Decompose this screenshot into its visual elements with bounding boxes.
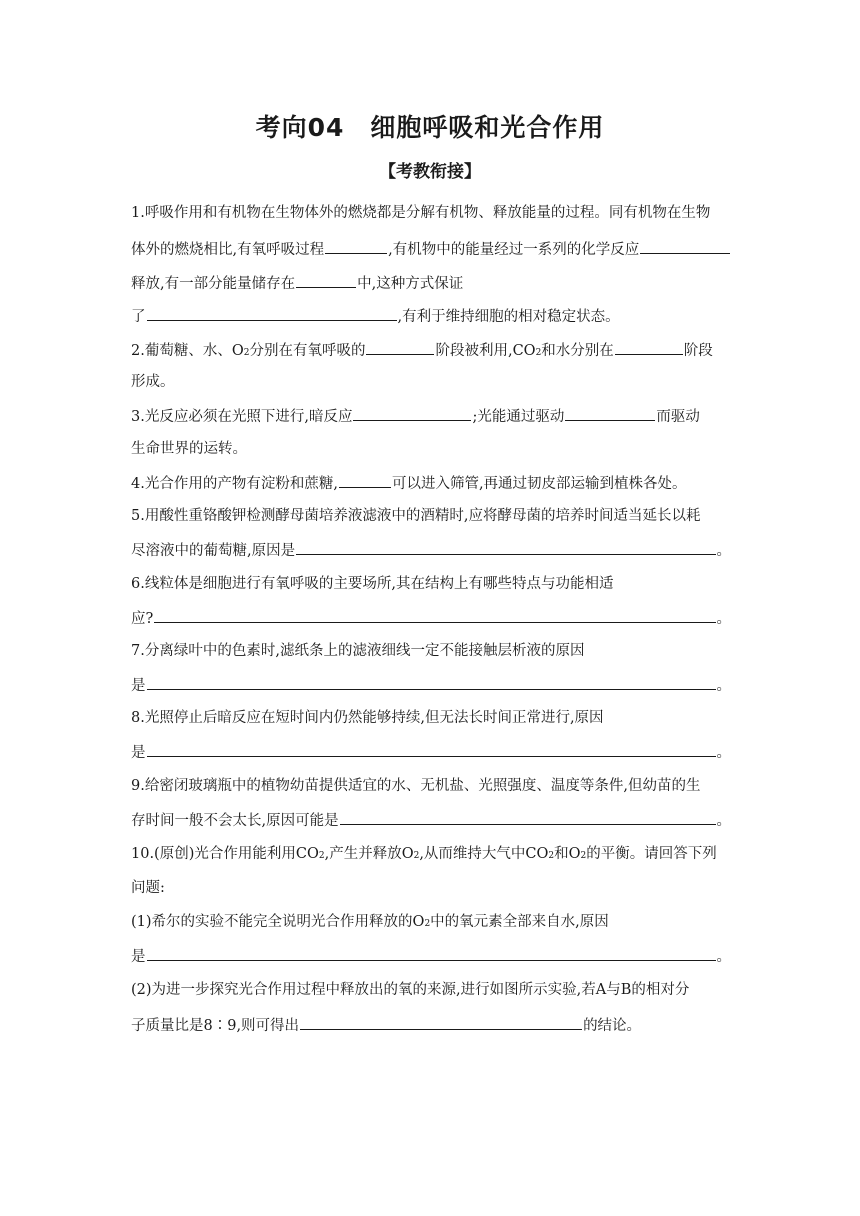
- answer-blank[interactable]: [147, 305, 397, 321]
- answer-blank[interactable]: [147, 945, 716, 961]
- question-9-line-2: 存时间一般不会太长,原因可能是 。: [131, 809, 731, 831]
- question-3-line-2: 生命世界的运转。: [131, 441, 247, 457]
- question-1-line-1: 1.呼吸作用和有机物在生物体外的燃烧都是分解有机物、释放能量的过程。同有机物在生物: [131, 205, 711, 221]
- answer-blank[interactable]: [300, 1014, 582, 1030]
- question-9-line-1: 9.给密闭玻璃瓶中的植物幼苗提供适宜的水、无机盐、光照强度、温度等条件,但幼苗的生: [131, 778, 701, 794]
- answer-blank[interactable]: [640, 238, 730, 254]
- answer-blank[interactable]: [339, 472, 391, 488]
- answer-blank[interactable]: [366, 339, 434, 355]
- answer-blank[interactable]: [296, 539, 715, 555]
- answer-blank[interactable]: [340, 809, 716, 825]
- question-10-line-1: 10.(原创)光合作用能利用CO 2 ,产生并释放O 2 ,从而维持大气中CO 2 和O 2 的平衡。请回答下列: [131, 846, 717, 862]
- question-8-line-1: 8.光照停止后暗反应在短时间内仍然能够持续,但无法长时间正常进行,原因: [131, 710, 604, 726]
- question-7-line-2: 是 。: [131, 674, 731, 696]
- question-3-line-1: 3.光反应必须在光照下进行,暗反应 ;光能通过驱动 而驱动: [131, 405, 731, 427]
- question-10-line-2: 问题:: [131, 880, 165, 896]
- answer-blank[interactable]: [353, 405, 471, 421]
- answer-blank[interactable]: [565, 405, 655, 421]
- question-7-line-1: 7.分离绿叶中的色素时,滤纸条上的滤液细线一定不能接触层析液的原因: [131, 643, 585, 659]
- answer-blank[interactable]: [147, 741, 716, 757]
- page-title: 考向04 细胞呼吸和光合作用: [255, 113, 605, 142]
- question-6-line-2: 应? 。: [131, 607, 731, 629]
- question-8-line-2: 是 。: [131, 741, 731, 763]
- question-1-line-3: 释放,有一部分能量储存在 中,这种方式保证: [131, 272, 731, 294]
- answer-blank[interactable]: [154, 607, 715, 623]
- question-10-part-2-line-2: 子质量比是8∶9,则可得出 的结论。: [131, 1014, 731, 1036]
- answer-blank[interactable]: [325, 238, 387, 254]
- question-1-line-2: 体外的燃烧相比,有氧呼吸过程 ,有机物中的能量经过一系列的化学反应: [131, 238, 731, 260]
- question-10-part-1-line-1: (1)希尔的实验不能完全说明光合作用释放的O 2 中的氧元素全部来自水,原因: [131, 914, 609, 930]
- question-2-line-1: 2.葡萄糖、水、O 2 分别在有氧呼吸的 阶段被利用,CO 2 和水分别在 阶段: [131, 339, 731, 363]
- question-5-line-1: 5.用酸性重铬酸钾检测酵母菌培养液滤液中的酒精时,应将酵母菌的培养时间适当延长以耗: [131, 508, 701, 524]
- answer-blank[interactable]: [296, 272, 356, 288]
- section-heading: 【考教衔接】: [379, 162, 481, 182]
- question-10-part-2-line-1: (2)为进一步探究光合作用过程中释放出的氧的来源,进行如图所示实验,若A与B的相对分: [131, 982, 690, 998]
- question-5-line-2: 尽溶液中的葡萄糖,原因是 。: [131, 539, 731, 561]
- question-4-line-1: 4.光合作用的产物有淀粉和蔗糖, 可以进入筛管,再通过韧皮部运输到植株各处。: [131, 472, 731, 494]
- answer-blank[interactable]: [147, 674, 716, 690]
- answer-blank[interactable]: [615, 339, 683, 355]
- question-6-line-1: 6.线粒体是细胞进行有氧呼吸的主要场所,其在结构上有哪些特点与功能相适: [131, 576, 614, 592]
- question-10-part-1-line-2: 是 。: [131, 945, 731, 967]
- question-2-line-2: 形成。: [131, 374, 175, 390]
- question-1-line-4: 了 ,有利于维持细胞的相对稳定状态。: [131, 305, 731, 327]
